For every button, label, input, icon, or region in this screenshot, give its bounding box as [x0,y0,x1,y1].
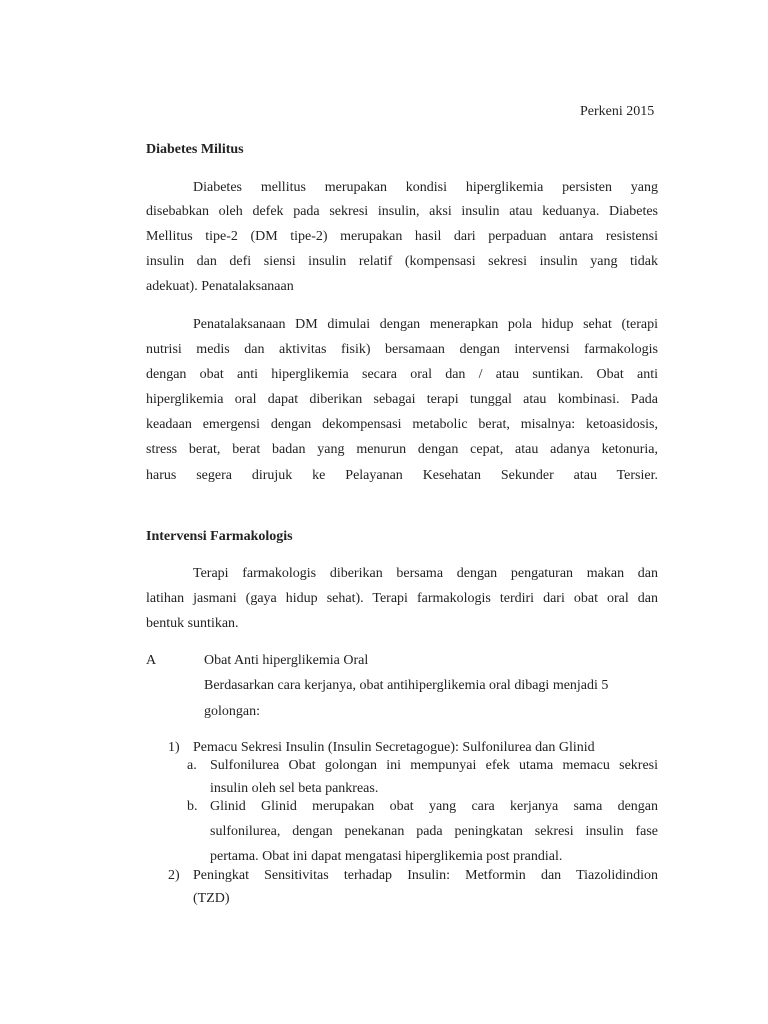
list-marker: a. [187,758,197,773]
paragraph-line: hiperglikemia oral dapat diberikan sebagai terapi tunggal atau kombinasi. Pada [146,392,658,407]
list-marker: A [146,653,157,668]
paragraph-line: keadaan emergensi dengan dekompensasi metabolic berat, misalnya: ketoasidosis, [146,417,658,432]
list-item-text: Pemacu Sekresi Insulin (Insulin Secretagogue): Sulfonilurea dan Glinid [193,740,595,755]
section-heading: Diabetes Militus [146,142,244,157]
section-heading: Intervensi Farmakologis [146,529,293,544]
paragraph-line: stress berat, berat badan yang menurun dengan cepat, atau adanya ketonuria, [146,442,658,457]
paragraph-line: harus segera dirujuk ke Pelayanan Kesehatan Sekunder atau Tersier. [146,468,658,483]
list-item-text: (TZD) [193,891,230,906]
list-marker: b. [187,799,198,814]
paragraph-line: Mellitus tipe-2 (DM tipe-2) merupakan hasil dari perpaduan antara resistensi [146,229,658,244]
list-item-text: Glinid Glinid merupakan obat yang cara kerjanya sama dengan [210,799,658,814]
paragraph-line: insulin dan defi siensi insulin relatif (kompensasi sekresi insulin yang tidak [146,254,658,269]
list-marker: 2) [168,868,180,883]
paragraph-line: latihan jasmani (gaya hidup sehat). Terapi farmakologis terdiri dari obat oral dan [146,591,658,606]
paragraph-line: adekuat). Penatalaksanaan [146,279,294,294]
list-item-text: pertama. Obat ini dapat mengatasi hiperglikemia post prandial. [210,849,563,864]
paragraph-line: Diabetes mellitus merupakan kondisi hiperglikemia persisten yang [193,180,658,195]
list-marker: 1) [168,740,180,755]
paragraph-line: golongan: [204,704,260,719]
list-item-text: Peningkat Sensitivitas terhadap Insulin: Metformin dan Tiazolidindion [193,868,658,883]
list-item-text: insulin oleh sel beta pankreas. [210,781,379,796]
list-item-text: sulfonilurea, dengan penekanan pada peningkatan sekresi insulin fase [210,824,658,839]
paragraph-line: disebabkan oleh defek pada sekresi insulin, aksi insulin atau keduanya. Diabetes [146,204,658,219]
paragraph-line: nutrisi medis dan aktivitas fisik) bersamaan dengan intervensi farmakologis [146,342,658,357]
paragraph-line: Terapi farmakologis diberikan bersama dengan pengaturan makan dan [193,566,658,581]
paragraph-line: Berdasarkan cara kerjanya, obat antihiperglikemia oral dibagi menjadi 5 [204,678,609,693]
paragraph-line: Penatalaksanaan DM dimulai dengan menerapkan pola hidup sehat (terapi [193,317,658,332]
list-item-text: Sulfonilurea Obat golongan ini mempunyai efek utama memacu sekresi [210,758,658,773]
paragraph-line: dengan obat anti hiperglikemia secara oral dan / atau suntikan. Obat anti [146,367,658,382]
list-item-title: Obat Anti hiperglikemia Oral [204,653,369,668]
paragraph-line: bentuk suntikan. [146,616,239,631]
page-header: Perkeni 2015 [580,104,655,119]
